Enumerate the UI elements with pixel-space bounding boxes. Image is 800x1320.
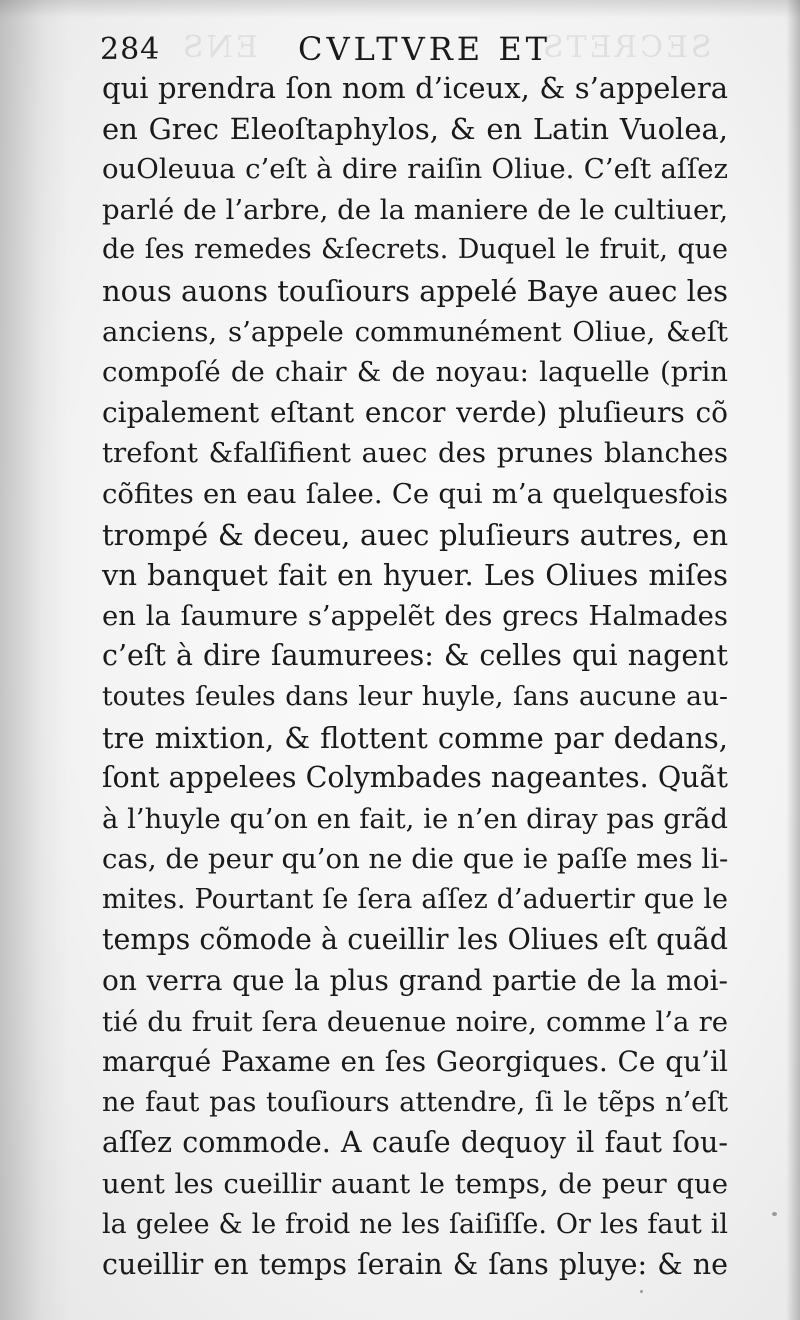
gutter-shadow (0, 0, 70, 1320)
bleed-through-mark: SECRETS (540, 30, 712, 65)
text-line: marqué Paxame en ſes Georgiques. Ce qu’il (102, 1045, 728, 1079)
text-line: on verra que la plus grand partie de la moi- (102, 964, 728, 998)
text-line: aſſez commode. A cauſe dequoy il faut ſou- (102, 1126, 728, 1160)
text-line: vn banquet fait en hyuer. Les Oliues miſes (102, 558, 728, 593)
text-line: ouOleuua c’eſt à dire raiſin Oliue. C’eſt aſſez (102, 153, 728, 186)
text-line: temps cõmode à cueillir les Oliues eſt quãd (102, 923, 728, 957)
text-line: ſont appelees Colymbades nageantes. Quãt (102, 761, 728, 795)
paper-speck (640, 1290, 643, 1293)
running-head: CVLTVRE ET (298, 30, 552, 68)
text-line: cueillir en temps ſerain & ſans pluye: & ne (102, 1248, 728, 1282)
text-line: mites. Pourtant ſe ſera aſſez d’aduertir que le (102, 883, 728, 915)
bleed-through-mark: ENS (180, 30, 258, 65)
text-line: c’eſt à dire ſaumurees: & celles qui nagent (102, 639, 728, 673)
text-line: trefont &falſifient auec des prunes blanches (102, 437, 728, 470)
paper-speck (772, 1212, 777, 1216)
text-line: trompé & deceu, auec pluſieurs autres, en (102, 517, 728, 552)
text-line: ne faut pas touſiours attendre, ſi le tẽps n’eſt (102, 1086, 728, 1118)
text-line: uent les cueillir auant le temps, de peur que (102, 1168, 728, 1201)
page-edge-shadow (786, 0, 800, 1320)
page-header (100, 26, 740, 70)
text-line: de ſes remedes &ſecrets. Duquel le fruit, que (102, 234, 728, 266)
text-line: nous auons touſiours appelé Baye auec les (102, 273, 728, 308)
text-line: tre mixtion, & flottent comme par dedans, (102, 720, 728, 755)
text-line: la gelee & le froid ne les ſaiſiſſe. Or les faut il (102, 1208, 728, 1240)
top-edge-shadow (0, 0, 800, 18)
text-line: à l’huyle qu’on en fait, ie n’en diray pas grãd (102, 802, 728, 835)
text-line: toutes ſeules dans leur huyle, ſans aucune au- (102, 680, 728, 712)
text-line: cõfites en eau ſalee. Ce qui m’a quelquesfois (102, 477, 728, 510)
text-line: tié du fruit ſera deuenue noire, comme l’a re (102, 1005, 728, 1038)
text-line: cas, de peur qu’on ne die que ie paſſe mes li- (102, 843, 729, 876)
body-text (102, 68, 728, 1286)
text-line: cipalement eſtant encor verde) pluſieurs cõ (102, 395, 728, 429)
text-line: parlé de l’arbre, de la maniere de le cultiuer, (102, 193, 729, 226)
text-line: compoſé de chair & de noyau: laquelle (prin (102, 356, 728, 389)
text-line: en la ſaumure s’appelẽt des grecs Halmades (102, 599, 728, 632)
page-number: 284 (100, 32, 161, 67)
text-line: en Grec Eleoſtaphylos, & en Latin Vuolea, (102, 111, 728, 146)
text-line: qui prendra ſon nom d’iceux, & s’appelera (102, 71, 728, 105)
text-line: anciens, s’appele communément Oliue, &eſt (102, 315, 728, 348)
